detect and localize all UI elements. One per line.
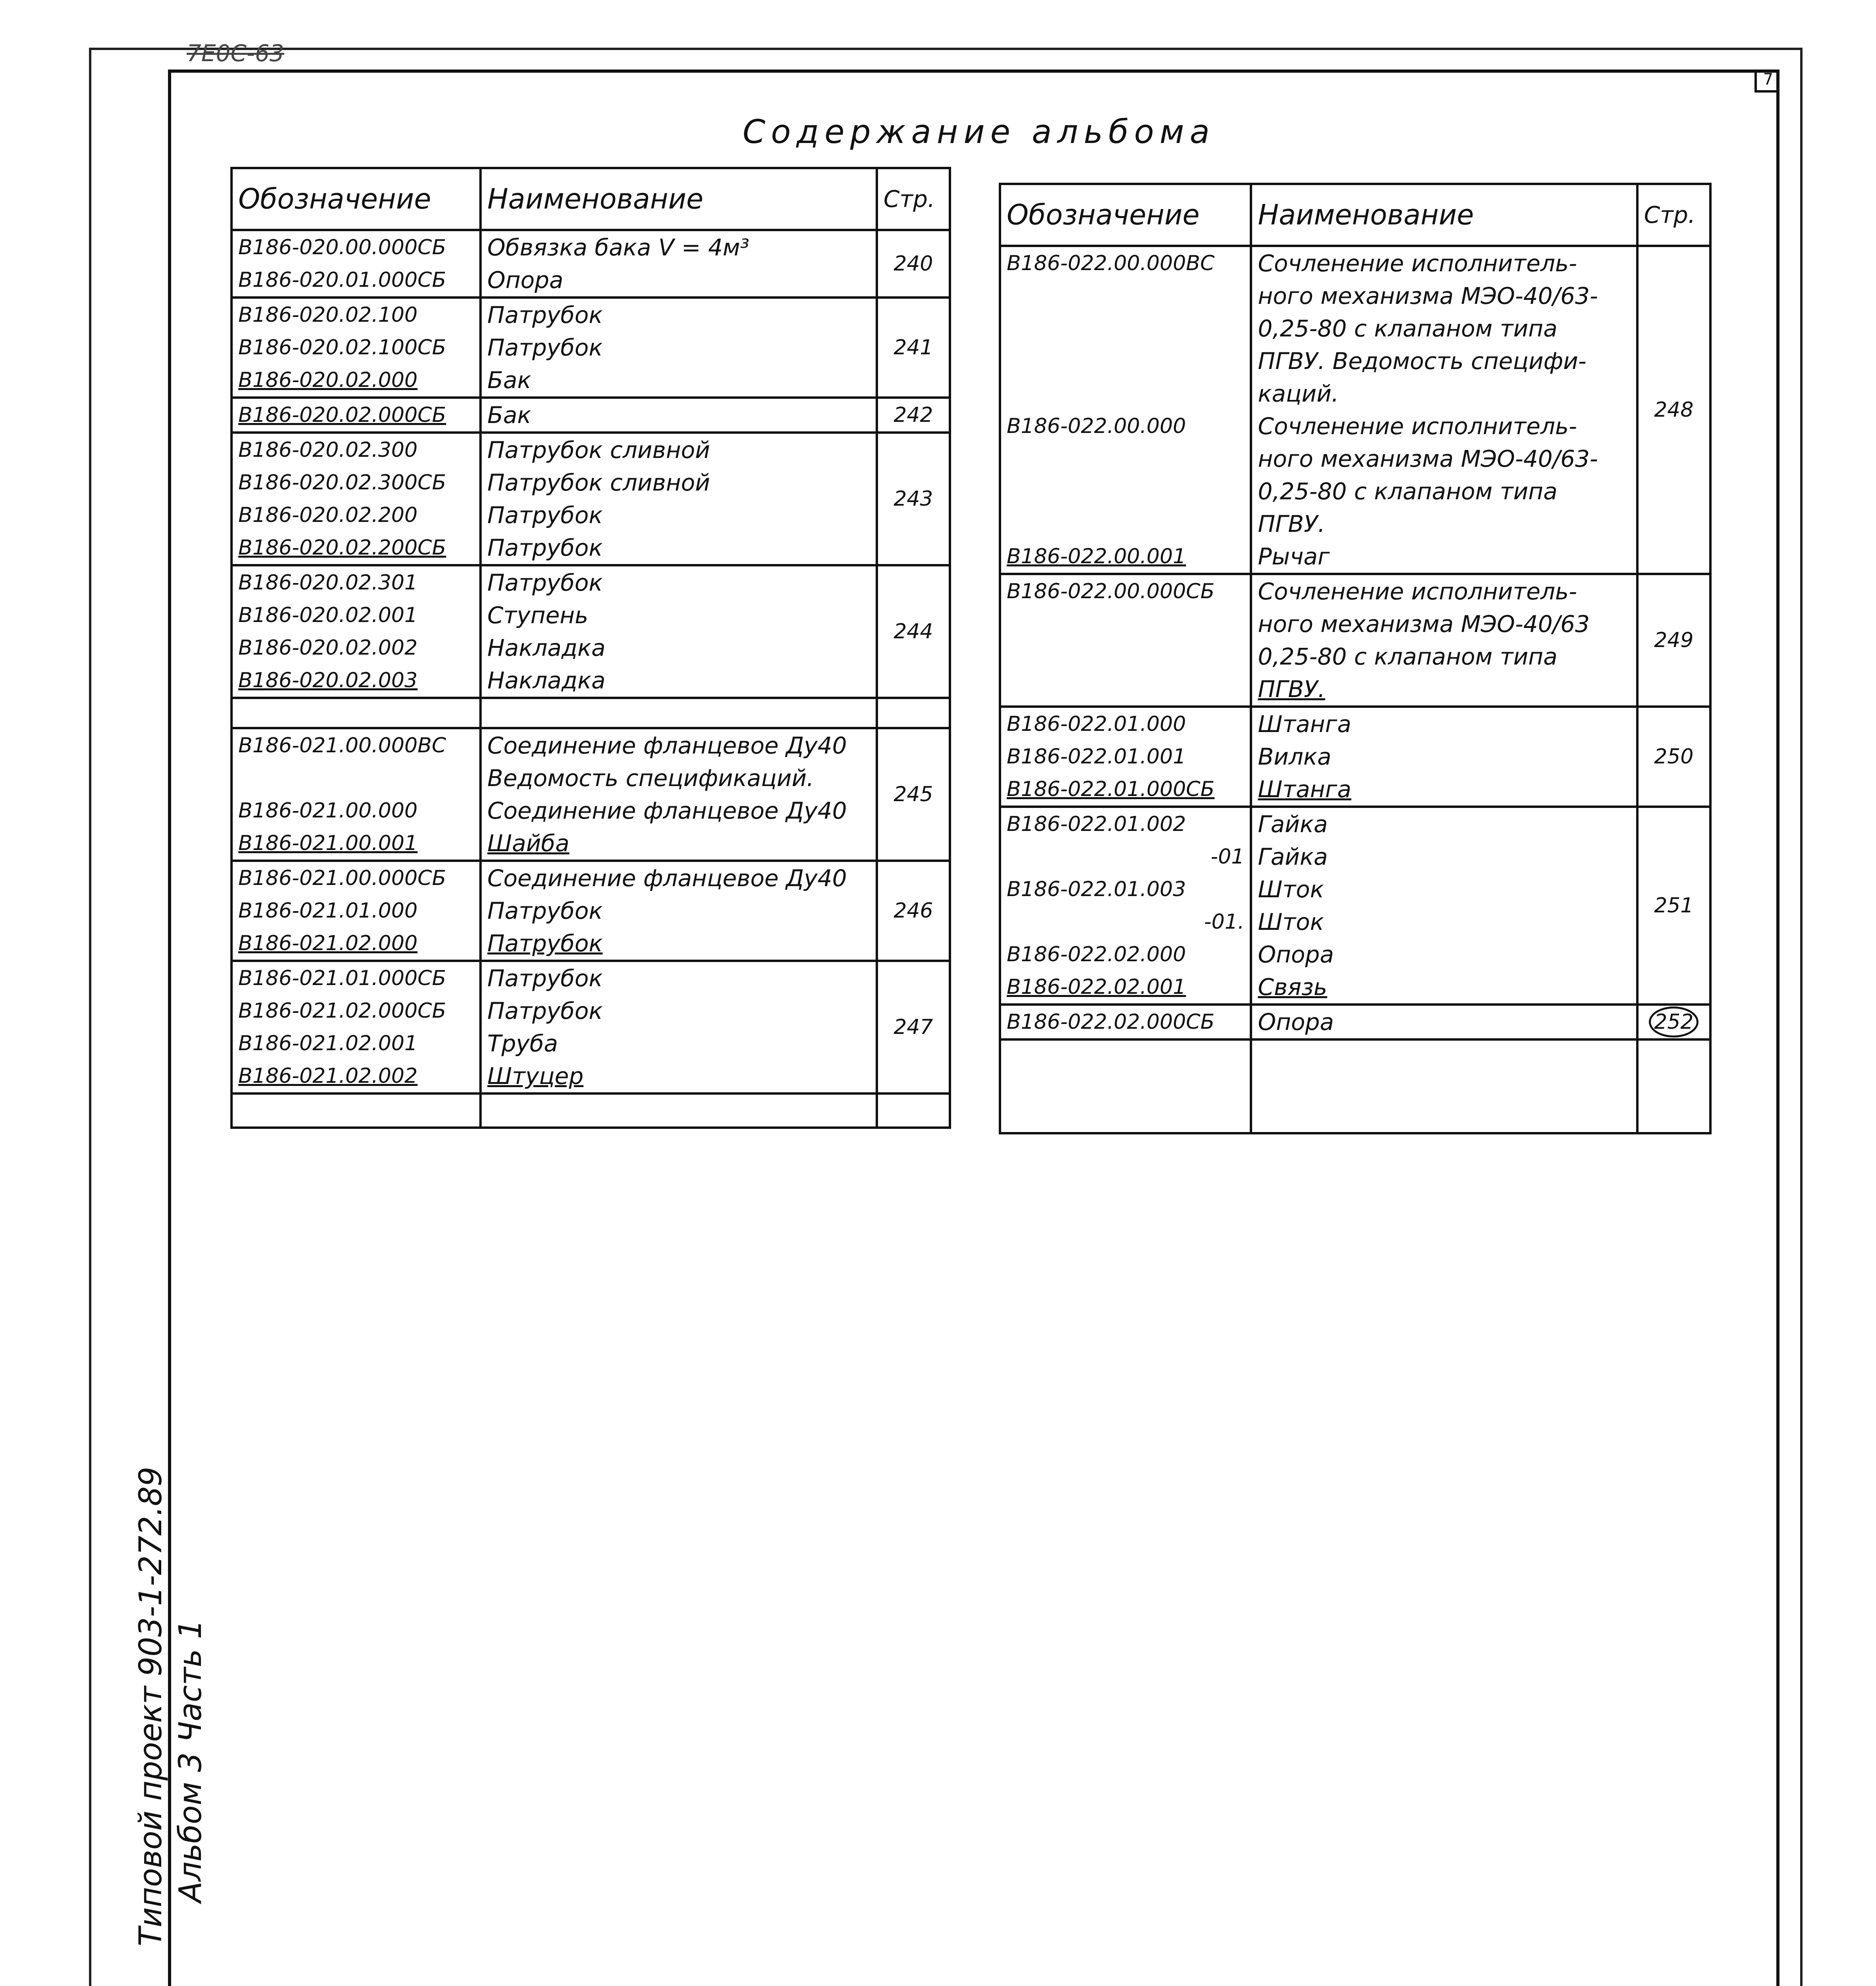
page-cell: 251 bbox=[1637, 807, 1710, 1005]
contents-table-right bbox=[999, 183, 1712, 1134]
name-cell: Сочленение исполнитель- bbox=[1251, 410, 1637, 442]
name-cell: Штанга bbox=[1251, 773, 1637, 807]
designation-cell: В186-022.00.001 bbox=[1000, 540, 1251, 574]
designation-cell: В186-022.02.000СБ bbox=[1000, 1005, 1251, 1039]
designation-cell: В186-020.02.300СБ bbox=[232, 466, 481, 499]
page-cell: 247 bbox=[877, 961, 950, 1093]
designation-cell: В186-022.01.002 bbox=[1000, 807, 1251, 840]
name-cell: Соединение фланцевое Ду40 bbox=[481, 861, 877, 894]
table-row bbox=[1000, 938, 1710, 971]
designation-cell: В186-022.02.001 bbox=[1000, 971, 1251, 1005]
designation-cell: В186-020.02.001 bbox=[232, 599, 481, 632]
designation-cell: В186-020.02.301 bbox=[232, 565, 481, 599]
designation-cell: В186-021.00.001 bbox=[232, 827, 481, 861]
page-cell: 240 bbox=[877, 230, 950, 298]
designation-cell: В186-020.02.300 bbox=[232, 433, 481, 466]
table-row bbox=[232, 827, 950, 861]
table-row bbox=[1000, 707, 1710, 740]
designation-cell: В186-021.00.000СБ bbox=[232, 861, 481, 894]
table-row bbox=[1000, 280, 1710, 312]
name-cell: ного механизма МЭО-40/63- bbox=[1251, 280, 1637, 312]
designation-cell: В186-020.02.000 bbox=[232, 364, 481, 398]
header-name: Наименование bbox=[481, 168, 877, 230]
name-cell: Патрубок bbox=[481, 531, 877, 565]
designation-cell: -01 bbox=[1000, 840, 1251, 873]
table-row bbox=[232, 861, 950, 894]
header-designation: Обозначение bbox=[232, 168, 481, 230]
designation-cell bbox=[1000, 442, 1251, 475]
name-cell: Накладка bbox=[481, 664, 877, 698]
designation-cell bbox=[232, 762, 481, 794]
designation-cell: В186-020.02.000СБ bbox=[232, 398, 481, 433]
table-row bbox=[232, 331, 950, 364]
table-row bbox=[232, 1027, 950, 1060]
table-row bbox=[232, 894, 950, 927]
table-row bbox=[1000, 873, 1710, 906]
table-row bbox=[1000, 807, 1710, 840]
name-cell: 0,25-80 с клапаном типа bbox=[1251, 475, 1637, 508]
page-cell: 243 bbox=[877, 433, 950, 565]
name-cell: Соединение фланцевое Ду40 bbox=[481, 794, 877, 827]
name-cell: Опора bbox=[1251, 1005, 1637, 1039]
table-row bbox=[1000, 508, 1710, 540]
designation-cell: В186-022.01.000СБ bbox=[1000, 773, 1251, 807]
designation-cell: В186-021.00.000ВС bbox=[232, 728, 481, 762]
table-row bbox=[1000, 840, 1710, 873]
page-cell: 242 bbox=[877, 398, 950, 433]
designation-cell bbox=[1000, 280, 1251, 312]
name-cell: Бак bbox=[481, 398, 877, 433]
header-designation: Обозначение bbox=[1000, 184, 1251, 246]
table-row bbox=[232, 230, 950, 264]
name-cell: Патрубок bbox=[481, 894, 877, 927]
name-cell: Шток bbox=[1251, 873, 1637, 906]
name-cell: Патрубок bbox=[481, 331, 877, 364]
table-row bbox=[232, 433, 950, 466]
name-cell: Патрубок bbox=[481, 499, 877, 531]
archive-code: 7E0C-63 bbox=[187, 40, 284, 67]
side-stamp-line-2: Альбом 3 Часть 1 bbox=[173, 1619, 208, 1903]
designation-cell: В186-021.02.002 bbox=[232, 1060, 481, 1093]
page-cell: 241 bbox=[877, 298, 950, 398]
table-row bbox=[1000, 971, 1710, 1005]
designation-cell: В186-021.01.000СБ bbox=[232, 961, 481, 995]
designation-cell bbox=[1000, 377, 1251, 410]
designation-cell: В186-022.02.000 bbox=[1000, 938, 1251, 971]
table-row bbox=[1000, 540, 1710, 574]
table-row bbox=[232, 364, 950, 398]
page-cell: 245 bbox=[877, 728, 950, 861]
name-cell: Связь bbox=[1251, 971, 1637, 1005]
sheet-number: 7 bbox=[1754, 70, 1779, 93]
table-row bbox=[232, 961, 950, 995]
table-row bbox=[1000, 574, 1710, 608]
designation-cell bbox=[1000, 508, 1251, 540]
table-row bbox=[1000, 377, 1710, 410]
table-row bbox=[1000, 640, 1710, 673]
table-row bbox=[232, 1060, 950, 1093]
table-header bbox=[1000, 184, 1710, 246]
page-title: Содержание альбома bbox=[743, 113, 1215, 151]
designation-cell: В186-022.01.003 bbox=[1000, 873, 1251, 906]
designation-cell: В186-020.00.000СБ bbox=[232, 230, 481, 264]
table-row bbox=[232, 298, 950, 331]
name-cell: ПГВУ. Ведомость специфи- bbox=[1251, 345, 1637, 377]
name-cell: 0,25-80 с клапаном типа bbox=[1251, 312, 1637, 345]
name-cell: Штанга bbox=[1251, 707, 1637, 740]
table-row bbox=[232, 762, 950, 794]
header-name: Наименование bbox=[1251, 184, 1637, 246]
name-cell: Опора bbox=[481, 264, 877, 298]
name-cell: Обвязка бака V = 4м³ bbox=[481, 230, 877, 264]
table-row bbox=[1000, 246, 1710, 280]
contents-table-left bbox=[230, 167, 951, 1129]
name-cell: ПГВУ. bbox=[1251, 673, 1637, 707]
name-cell: Гайка bbox=[1251, 807, 1637, 840]
name-cell: ПГВУ. bbox=[1251, 508, 1637, 540]
table-row-empty bbox=[232, 698, 950, 728]
designation-cell bbox=[1000, 673, 1251, 707]
table-row bbox=[1000, 442, 1710, 475]
table-header bbox=[232, 168, 950, 230]
table-row bbox=[232, 398, 950, 433]
designation-cell bbox=[1000, 640, 1251, 673]
side-stamp-line-1: Типовой проект 903-1-272.89 bbox=[133, 1466, 169, 1946]
name-cell: Патрубок bbox=[481, 927, 877, 961]
designation-cell: В186-020.02.200 bbox=[232, 499, 481, 531]
table-row bbox=[1000, 345, 1710, 377]
name-cell: Патрубок bbox=[481, 565, 877, 599]
name-cell: Вилка bbox=[1251, 740, 1637, 773]
name-cell: ного механизма МЭО-40/63 bbox=[1251, 608, 1637, 640]
designation-cell: В186-021.02.000 bbox=[232, 927, 481, 961]
table-row bbox=[232, 599, 950, 632]
header-page: Стр. bbox=[1637, 184, 1710, 246]
designation-cell: В186-020.02.002 bbox=[232, 632, 481, 664]
name-cell: Патрубок сливной bbox=[481, 433, 877, 466]
name-cell: каций. bbox=[1251, 377, 1637, 410]
table-row bbox=[1000, 410, 1710, 442]
designation-cell: В186-021.02.001 bbox=[232, 1027, 481, 1060]
name-cell: Патрубок сливной bbox=[481, 466, 877, 499]
table-row bbox=[232, 927, 950, 961]
designation-cell: В186-020.02.100 bbox=[232, 298, 481, 331]
table-row-empty bbox=[1000, 1039, 1710, 1133]
table-row bbox=[1000, 1005, 1710, 1039]
name-cell: 0,25-80 с клапаном типа bbox=[1251, 640, 1637, 673]
table-row bbox=[232, 466, 950, 499]
name-cell: Ведомость спецификаций. bbox=[481, 762, 877, 794]
name-cell: Сочленение исполнитель- bbox=[1251, 574, 1637, 608]
name-cell: Патрубок bbox=[481, 298, 877, 331]
designation-cell bbox=[1000, 312, 1251, 345]
name-cell: Штуцер bbox=[481, 1060, 877, 1093]
designation-cell: В186-020.01.000СБ bbox=[232, 264, 481, 298]
designation-cell: В186-021.01.000 bbox=[232, 894, 481, 927]
table-row bbox=[1000, 740, 1710, 773]
table-row-empty bbox=[232, 1093, 950, 1128]
name-cell: Сочленение исполнитель- bbox=[1251, 246, 1637, 280]
side-stamp bbox=[131, 1390, 210, 1946]
name-cell: Бак bbox=[481, 364, 877, 398]
designation-cell bbox=[1000, 475, 1251, 508]
designation-cell: В186-022.00.000 bbox=[1000, 410, 1251, 442]
page-cell: 244 bbox=[877, 565, 950, 698]
table-row bbox=[1000, 773, 1710, 807]
name-cell: Ступень bbox=[481, 599, 877, 632]
page-cell: 248 bbox=[1637, 246, 1710, 574]
name-cell: Патрубок bbox=[481, 961, 877, 995]
name-cell: Труба bbox=[481, 1027, 877, 1060]
header-page: Стр. bbox=[877, 168, 950, 230]
designation-cell bbox=[1000, 345, 1251, 377]
designation-cell: -01. bbox=[1000, 906, 1251, 938]
table-row bbox=[1000, 673, 1710, 707]
designation-cell: В186-022.00.000СБ bbox=[1000, 574, 1251, 608]
page-cell bbox=[1637, 1005, 1710, 1039]
table-row bbox=[1000, 906, 1710, 938]
table-row bbox=[232, 632, 950, 664]
name-cell: ного механизма МЭО-40/63- bbox=[1251, 442, 1637, 475]
designation-cell: В186-021.00.000 bbox=[232, 794, 481, 827]
designation-cell: В186-020.02.003 bbox=[232, 664, 481, 698]
circled-page-number: 252 bbox=[1649, 1007, 1698, 1037]
table-row bbox=[1000, 312, 1710, 345]
table-row bbox=[1000, 475, 1710, 508]
designation-cell: В186-022.01.000 bbox=[1000, 707, 1251, 740]
designation-cell bbox=[1000, 608, 1251, 640]
name-cell: Патрубок bbox=[481, 995, 877, 1027]
table-row bbox=[232, 264, 950, 298]
name-cell: Накладка bbox=[481, 632, 877, 664]
name-cell: Шток bbox=[1251, 906, 1637, 938]
name-cell: Рычаг bbox=[1251, 540, 1637, 574]
table-row bbox=[232, 728, 950, 762]
page-cell: 246 bbox=[877, 861, 950, 961]
designation-cell: В186-020.02.100СБ bbox=[232, 331, 481, 364]
table-row bbox=[232, 531, 950, 565]
table-row bbox=[232, 664, 950, 698]
name-cell: Соединение фланцевое Ду40 bbox=[481, 728, 877, 762]
name-cell: Шайба bbox=[481, 827, 877, 861]
table-row bbox=[232, 499, 950, 531]
name-cell: Гайка bbox=[1251, 840, 1637, 873]
designation-cell: В186-021.02.000СБ bbox=[232, 995, 481, 1027]
designation-cell: В186-022.01.001 bbox=[1000, 740, 1251, 773]
table-row bbox=[232, 565, 950, 599]
table-row bbox=[232, 794, 950, 827]
table-row bbox=[1000, 608, 1710, 640]
designation-cell: В186-022.00.000ВС bbox=[1000, 246, 1251, 280]
table-row bbox=[232, 995, 950, 1027]
designation-cell: В186-020.02.200СБ bbox=[232, 531, 481, 565]
page-cell: 249 bbox=[1637, 574, 1710, 707]
page-cell: 250 bbox=[1637, 707, 1710, 807]
name-cell: Опора bbox=[1251, 938, 1637, 971]
